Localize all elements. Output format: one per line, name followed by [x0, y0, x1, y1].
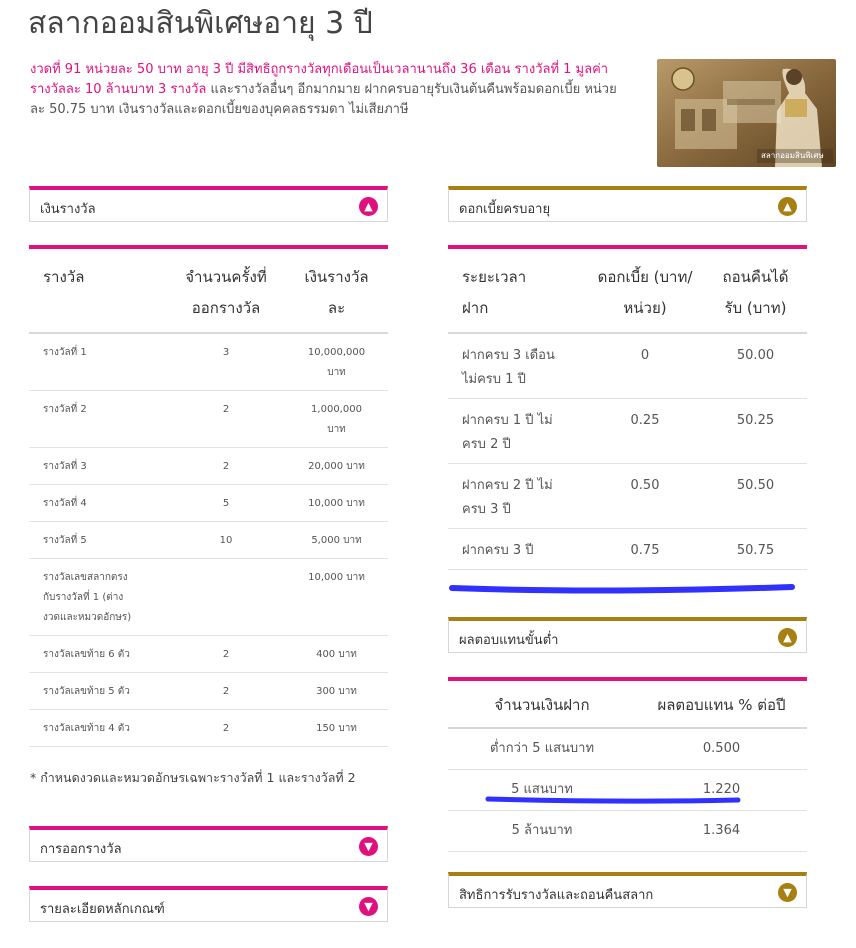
column-header: รางวัล	[43, 268, 85, 286]
table-row: รางวัลที่ 2 2 1,000,000 บาท	[29, 391, 388, 448]
table-row: รางวัลที่ 1 3 10,000,000 บาท	[29, 333, 388, 391]
column-header: เงินรางวัลละ	[304, 268, 369, 317]
footnote: * กำหนดงวดและหมวดอักษรเฉพาะรางวัลที่ 1 และรางวัลที่ 2	[30, 770, 356, 785]
table-row: ฝากครบ 1 ปี ไม่ครบ 2 ปี 0.25 50.25	[448, 399, 807, 464]
intro-paragraph	[30, 60, 630, 120]
promo-image	[657, 59, 836, 167]
prize-table	[29, 245, 388, 747]
return-table	[448, 677, 807, 852]
table-row: รางวัลที่ 3 2 20,000 บาท	[29, 448, 388, 485]
table-row: ต่ำกว่า 5 แสนบาท 0.500	[448, 728, 807, 770]
chevron-up-icon[interactable]: ▲	[359, 197, 378, 216]
column-header: ถอนคืนได้รับ (บาท)	[722, 268, 789, 317]
table-row: รางวัลเลขท้าย 6 ตัว 2 400 บาท	[29, 636, 388, 673]
accordion-label: ผลตอบแทนขั้นต่ำ	[459, 633, 559, 648]
accordion-rights[interactable]	[448, 872, 807, 908]
table-row: ฝากครบ 2 ปี ไม่ครบ 3 ปี 0.50 50.50	[448, 464, 807, 529]
page-title: สลากออมสินพิเศษอายุ 3 ปี	[28, 6, 373, 41]
highlight-marker-stroke	[446, 578, 802, 596]
promo-caption: สลากออมสินพิเศษ	[761, 151, 824, 160]
accordion-criteria[interactable]	[29, 886, 388, 922]
chevron-up-icon[interactable]: ▲	[778, 197, 797, 216]
column-header: ระยะเวลาฝาก	[462, 268, 527, 317]
table-row: ฝากครบ 3 เดือน ไม่ครบ 1 ปี 0 50.00	[448, 333, 807, 399]
table-row: 5 แสนบาท 1.220	[448, 770, 807, 811]
table-row: ฝากครบ 3 ปี 0.75 50.75	[448, 529, 807, 570]
accordion-label: รายละเอียดหลักเกณฑ์	[40, 902, 165, 917]
highlight-marker-stroke	[484, 793, 746, 807]
intro-highlight: งวดที่ 91 หน่วยละ 50 บาท อายุ 3 ปี มีสิทธิถูกรางวัลทุกเดือนเป็นเวลานานถึง 36 เดือน รางวัลที่ 1 มูลค่ารางวัลละ 10 ล้านบาท 3 รางวัล	[30, 62, 609, 97]
accordion-label: เงินรางวัล	[40, 202, 96, 217]
accordion-prize-draw[interactable]	[29, 826, 388, 862]
accordion-label: การออกรางวัล	[40, 842, 122, 857]
promo-illustration	[657, 59, 836, 167]
chevron-down-icon[interactable]: ▼	[359, 897, 378, 916]
column-header: ดอกเบี้ย (บาท/หน่วย)	[597, 268, 693, 317]
accordion-label: สิทธิการรับรางวัลและถอนคืนสลาก	[459, 888, 654, 903]
accordion-label: ดอกเบี้ยครบอายุ	[459, 202, 551, 217]
accordion-prize-money[interactable]	[29, 186, 388, 222]
accordion-minimum-return[interactable]	[448, 617, 807, 653]
table-row: รางวัลเลขท้าย 4 ตัว 2 150 บาท	[29, 710, 388, 747]
chevron-up-icon[interactable]: ▲	[778, 628, 797, 647]
table-row: รางวัลที่ 5 10 5,000 บาท	[29, 522, 388, 559]
interest-table	[448, 245, 807, 570]
column-header: จำนวนเงินฝาก	[494, 696, 590, 714]
column-header: จำนวนครั้งที่ออกรางวัล	[185, 268, 267, 317]
table-row: รางวัลเลขสลากตรงกับรางวัลที่ 1 (ต่างงวดและหมวดอักษร) 10,000 บาท	[29, 559, 388, 636]
accordion-maturity-interest[interactable]	[448, 186, 807, 222]
chevron-down-icon[interactable]: ▼	[778, 883, 797, 902]
chevron-down-icon[interactable]: ▼	[359, 837, 378, 856]
table-row: รางวัลเลขท้าย 5 ตัว 2 300 บาท	[29, 673, 388, 710]
table-row: 5 ล้านบาท 1.364	[448, 811, 807, 852]
column-header: ผลตอบแทน % ต่อปี	[657, 696, 786, 714]
intro-rest: และรางวัลอื่นๆ อีกมากมาย ฝากครบอายุรับเงินต้นคืนพร้อมดอกเบี้ย หน่วยละ 50.75 บาท เงินรางวัลและดอกเบี้ยของบุคคลธรรมดา ไม่เสียภาษี	[30, 82, 617, 117]
table-row: รางวัลที่ 4 5 10,000 บาท	[29, 485, 388, 522]
